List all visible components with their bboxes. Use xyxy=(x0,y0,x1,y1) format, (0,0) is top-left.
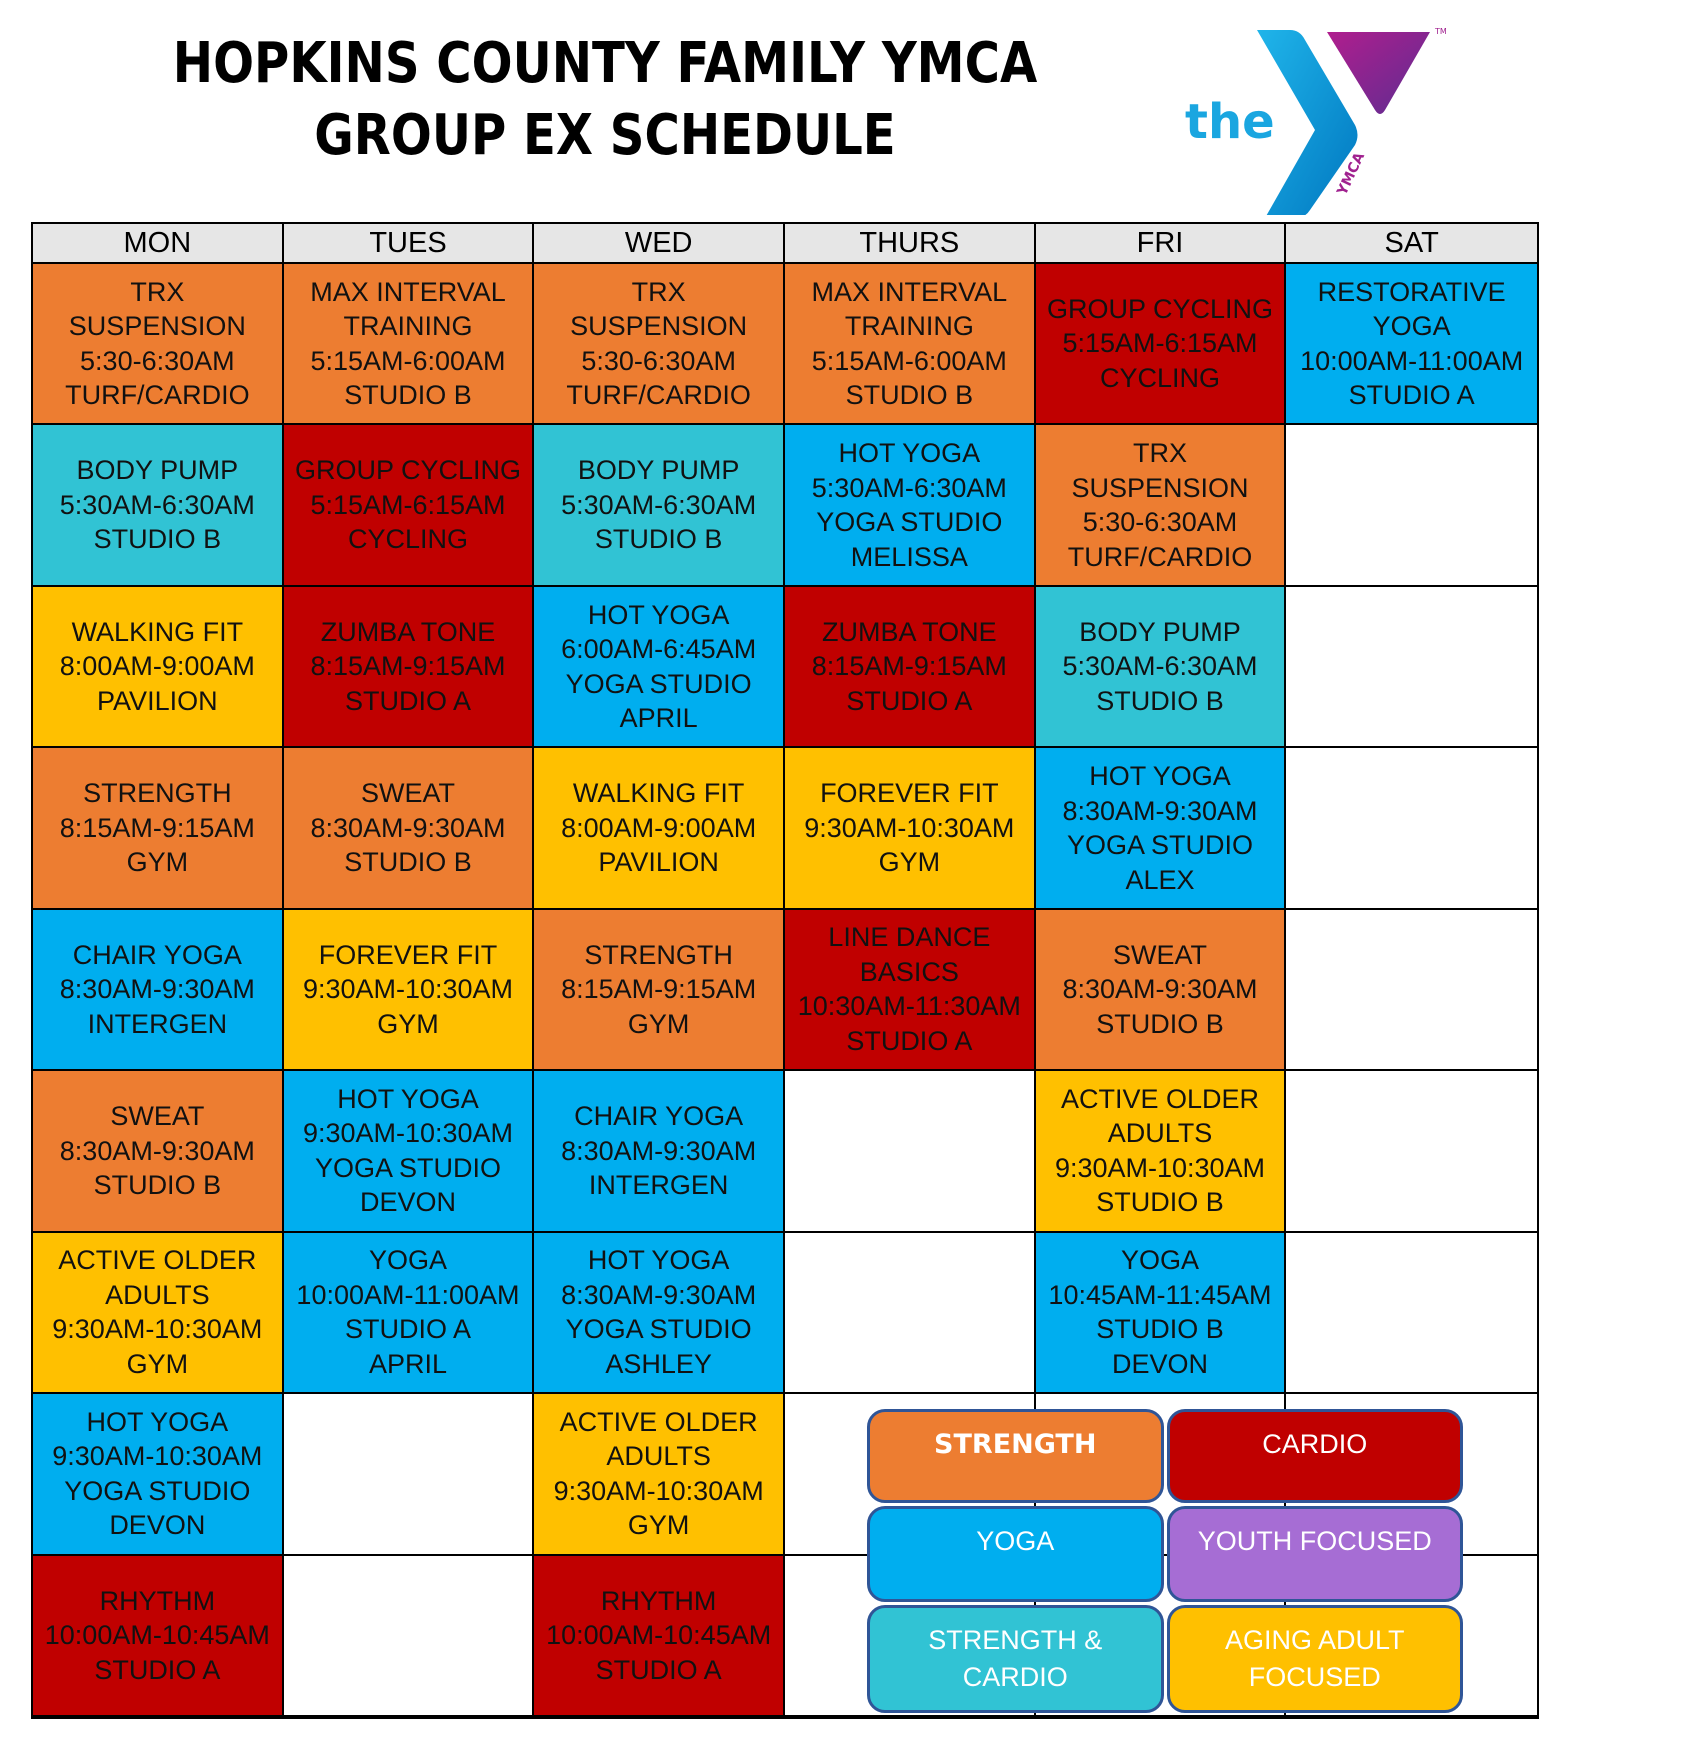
class-line: PAVILION xyxy=(97,685,218,716)
class-line: BODY PUMP xyxy=(577,455,740,486)
class-cell xyxy=(534,748,785,909)
empty-cell xyxy=(284,1394,535,1555)
class-line: 8:30AM-9:30AM xyxy=(561,1135,757,1166)
class-line: 8:30AM-9:30AM xyxy=(561,1279,757,1310)
class-cell xyxy=(33,425,284,586)
class-line: STUDIO B xyxy=(1096,1314,1224,1345)
class-line: MAX INTERVAL xyxy=(310,276,506,307)
class-line: YOGA STUDIO xyxy=(1066,830,1254,861)
class-line: BASICS xyxy=(859,956,959,987)
class-line: 8:00AM-9:00AM xyxy=(561,812,757,843)
class-cell xyxy=(785,425,1036,586)
class-line: 8:30AM-9:30AM xyxy=(59,974,255,1005)
legend-strength-cardio xyxy=(867,1605,1164,1713)
class-line: SUSPENSION xyxy=(68,311,246,342)
legend-label: CARDIO xyxy=(1262,1429,1368,1459)
class-cell xyxy=(33,748,284,909)
class-line: 10:30AM-11:30AM xyxy=(797,991,1021,1022)
class-line: 9:30AM-10:30AM xyxy=(52,1314,263,1345)
class-line: SWEAT xyxy=(360,778,455,809)
class-line: 9:30AM-10:30AM xyxy=(804,812,1015,843)
class-line: ZUMBA TONE xyxy=(320,616,496,647)
class-line: YOGA xyxy=(1120,1245,1199,1276)
class-cell xyxy=(284,1071,535,1232)
class-line: 5:15AM-6:00AM xyxy=(310,345,506,376)
class-line: YOGA xyxy=(368,1245,447,1276)
class-line: GYM xyxy=(126,1348,189,1379)
class-line: SUSPENSION xyxy=(570,311,748,342)
class-line: ADULTS xyxy=(606,1441,711,1472)
ymca-logo xyxy=(1185,20,1465,215)
legend-label: YOGA xyxy=(976,1526,1055,1556)
class-line: 9:30AM-10:30AM xyxy=(302,974,514,1005)
class-line: 5:30-6:30AM xyxy=(581,345,736,376)
empty-cell xyxy=(1286,1233,1537,1394)
class-line: GYM xyxy=(377,1008,439,1039)
class-line: 5:30-6:30AM xyxy=(80,345,235,376)
class-line: GYM xyxy=(627,1510,690,1541)
class-line: 9:30AM-10:30AM xyxy=(52,1441,263,1472)
class-line: 8:30AM-9:30AM xyxy=(59,1135,255,1166)
class-cell xyxy=(534,1556,785,1717)
class-line: STUDIO A xyxy=(344,685,471,716)
class-line: 5:15AM-6:15AM xyxy=(1062,328,1258,359)
class-line: 9:30AM-10:30AM xyxy=(1054,1152,1266,1183)
class-line: RESTORATIVE xyxy=(1317,276,1506,307)
class-line: STUDIO B xyxy=(344,380,472,411)
class-line: STUDIO A xyxy=(1348,380,1475,411)
class-line: APRIL xyxy=(619,703,698,734)
empty-cell xyxy=(1286,748,1537,909)
class-line: 8:15AM-9:15AM xyxy=(811,651,1007,682)
class-line: ACTIVE OLDER xyxy=(58,1245,257,1276)
class-line: CHAIR YOGA xyxy=(72,939,242,970)
class-cell xyxy=(33,1394,284,1555)
class-line: LINE DANCE xyxy=(828,922,991,953)
class-line: 5:15AM-6:00AM xyxy=(811,345,1007,376)
class-cell xyxy=(284,910,535,1071)
class-line: 10:00AM-11:00AM xyxy=(296,1279,520,1310)
class-line: 8:30AM-9:30AM xyxy=(1062,974,1258,1005)
empty-cell xyxy=(1286,587,1537,748)
day-header-tues: TUES xyxy=(284,224,535,264)
class-line: HOT YOGA xyxy=(587,599,730,630)
svg-text:YMCA: YMCA xyxy=(1334,150,1369,198)
class-cell xyxy=(1036,264,1287,425)
day-header-wed: WED xyxy=(534,224,785,264)
class-line: GYM xyxy=(126,847,189,878)
class-line: HOT YOGA xyxy=(86,1406,229,1437)
empty-cell xyxy=(1286,910,1537,1071)
class-cell xyxy=(1036,587,1287,748)
class-line: CYCLING xyxy=(347,524,468,555)
class-line: STUDIO A xyxy=(846,1025,973,1056)
class-line: 5:30AM-6:30AM xyxy=(1062,651,1258,682)
legend-strength xyxy=(867,1409,1164,1503)
class-cell xyxy=(785,910,1036,1071)
class-line: PAVILION xyxy=(598,847,719,878)
class-line: 5:30AM-6:30AM xyxy=(561,489,757,520)
class-line: STUDIO A xyxy=(344,1314,471,1345)
class-line: 10:00AM-10:45AM xyxy=(44,1620,270,1651)
day-header-sat: SAT xyxy=(1286,224,1537,264)
class-line: YOGA xyxy=(1372,311,1451,342)
class-line: 8:15AM-9:15AM xyxy=(561,974,757,1005)
class-line: 9:30AM-10:30AM xyxy=(553,1475,764,1506)
class-cell xyxy=(33,587,284,748)
class-line: SWEAT xyxy=(110,1101,205,1132)
class-cell xyxy=(534,1233,785,1394)
class-line: STRENGTH xyxy=(584,939,733,970)
class-line: 9:30AM-10:30AM xyxy=(302,1118,514,1149)
class-line: 5:30AM-6:30AM xyxy=(811,472,1007,503)
class-line: WALKING FIT xyxy=(71,616,244,647)
class-line: STUDIO B xyxy=(1096,1187,1224,1218)
class-line: RHYTHM xyxy=(99,1585,216,1616)
day-header-fri: FRI xyxy=(1036,224,1287,264)
class-line: 5:30-6:30AM xyxy=(1082,507,1238,538)
class-cell xyxy=(1036,1071,1287,1232)
class-cell xyxy=(534,910,785,1071)
class-cell xyxy=(1036,1233,1287,1394)
empty-cell xyxy=(1286,1071,1537,1232)
class-line: TURF/CARDIO xyxy=(566,380,751,411)
class-line: TRX xyxy=(130,276,185,307)
class-cell xyxy=(534,587,785,748)
class-line: ACTIVE OLDER xyxy=(1060,1083,1260,1114)
legend-label: STRENGTH & CARDIO xyxy=(928,1625,1103,1692)
class-line: TURF/CARDIO xyxy=(1067,541,1253,572)
class-cell xyxy=(33,910,284,1071)
category-legend xyxy=(867,1409,1463,1717)
class-cell xyxy=(284,587,535,748)
class-line: FOREVER FIT xyxy=(820,778,999,809)
class-line: SUSPENSION xyxy=(1071,472,1249,503)
class-cell xyxy=(534,1071,785,1232)
class-line: RHYTHM xyxy=(600,1585,717,1616)
class-cell xyxy=(534,1394,785,1555)
class-line: 8:30AM-9:30AM xyxy=(310,812,506,843)
class-line: HOT YOGA xyxy=(337,1083,479,1114)
class-cell xyxy=(1036,425,1287,586)
class-line: 8:30AM-9:30AM xyxy=(1062,795,1258,826)
class-line: DEVON xyxy=(109,1510,206,1541)
class-line: YOGA STUDIO xyxy=(64,1475,251,1506)
class-line: HOT YOGA xyxy=(838,438,981,469)
class-line: STRENGTH xyxy=(83,778,232,809)
class-line: YOGA STUDIO xyxy=(565,1314,752,1345)
class-line: STUDIO B xyxy=(1096,1008,1224,1039)
class-line: STUDIO B xyxy=(845,380,974,411)
class-line: MELISSA xyxy=(850,541,968,572)
class-cell xyxy=(33,264,284,425)
class-line: 5:30AM-6:30AM xyxy=(59,489,255,520)
class-line: CHAIR YOGA xyxy=(574,1101,744,1132)
class-line: ALEX xyxy=(1125,864,1195,895)
class-line: STUDIO B xyxy=(93,524,222,555)
class-line: MAX INTERVAL xyxy=(811,276,1008,307)
class-line: ADULTS xyxy=(1107,1118,1213,1149)
class-cell xyxy=(1036,748,1287,909)
day-header-mon: MON xyxy=(33,224,284,264)
class-cell xyxy=(284,264,535,425)
legend-cardio xyxy=(1167,1409,1464,1503)
class-line: BODY PUMP xyxy=(1079,616,1241,647)
empty-cell xyxy=(284,1556,535,1717)
class-line: HOT YOGA xyxy=(1089,761,1231,792)
page-title xyxy=(162,28,1048,172)
class-cell xyxy=(284,748,535,909)
class-line: ZUMBA TONE xyxy=(822,616,997,647)
class-line: TURF/CARDIO xyxy=(65,380,250,411)
empty-cell xyxy=(785,1071,1036,1232)
legend-label: AGING ADULT FOCUSED xyxy=(1224,1625,1405,1692)
class-line: GROUP CYCLING xyxy=(294,455,522,486)
class-line: STUDIO A xyxy=(595,1654,722,1685)
class-line: ADULTS xyxy=(105,1279,210,1310)
class-line: 8:00AM-9:00AM xyxy=(59,651,255,682)
class-line: STUDIO B xyxy=(594,524,723,555)
class-cell xyxy=(534,425,785,586)
class-line: 10:45AM-11:45AM xyxy=(1048,1279,1272,1310)
class-line: SWEAT xyxy=(1112,939,1207,970)
class-line: 6:00AM-6:45AM xyxy=(561,634,757,665)
class-line: CYCLING xyxy=(1099,362,1220,393)
class-cell xyxy=(33,1556,284,1717)
class-line: APRIL xyxy=(368,1348,448,1379)
class-line: ASHLEY xyxy=(605,1348,712,1379)
class-line: YOGA STUDIO xyxy=(565,668,752,699)
class-line: STUDIO A xyxy=(846,685,973,716)
legend-label: STRENGTH xyxy=(934,1429,1097,1460)
class-cell xyxy=(1036,910,1287,1071)
legend-label: YOUTH FOCUSED xyxy=(1197,1526,1432,1556)
class-line: FOREVER FIT xyxy=(318,939,498,970)
empty-cell xyxy=(1286,425,1537,586)
class-line: TRAINING xyxy=(343,311,473,342)
class-line: STUDIO B xyxy=(1096,685,1224,716)
title-line-1: HOPKINS COUNTY FAMILY YMCA xyxy=(172,31,1038,96)
class-cell xyxy=(785,587,1036,748)
class-line: DEVON xyxy=(359,1187,456,1218)
class-line: GYM xyxy=(627,1008,690,1039)
class-cell xyxy=(1286,264,1537,425)
class-cell xyxy=(33,1071,284,1232)
empty-cell xyxy=(785,1233,1036,1394)
class-line: TRX xyxy=(1132,438,1187,469)
class-line: ACTIVE OLDER xyxy=(559,1406,758,1437)
class-cell xyxy=(284,1233,535,1394)
class-line: 10:00AM-11:00AM xyxy=(1300,345,1524,376)
class-line: STUDIO B xyxy=(344,847,472,878)
class-line: 10:00AM-10:45AM xyxy=(546,1620,772,1651)
class-line: STUDIO A xyxy=(94,1654,221,1685)
class-line: 8:15AM-9:15AM xyxy=(310,651,506,682)
svg-text:the: the xyxy=(1185,94,1275,150)
class-cell xyxy=(33,1233,284,1394)
class-cell xyxy=(284,425,535,586)
class-line: DEVON xyxy=(1111,1348,1208,1379)
class-line: TRAINING xyxy=(844,311,974,342)
class-line: GYM xyxy=(878,847,941,878)
class-line: BODY PUMP xyxy=(76,455,239,486)
legend-yoga xyxy=(867,1506,1164,1602)
class-line: 8:15AM-9:15AM xyxy=(59,812,255,843)
class-line: STUDIO B xyxy=(93,1170,222,1201)
class-line: TRX xyxy=(631,276,686,307)
class-line: INTERGEN xyxy=(588,1170,729,1201)
class-line: INTERGEN xyxy=(87,1008,228,1039)
class-cell xyxy=(785,264,1036,425)
title-line-2: GROUP EX SCHEDULE xyxy=(314,103,896,168)
svg-text:TM: TM xyxy=(1435,27,1447,36)
class-line: HOT YOGA xyxy=(587,1245,730,1276)
class-cell xyxy=(785,748,1036,909)
legend-aging xyxy=(1167,1605,1464,1713)
class-line: YOGA STUDIO xyxy=(314,1152,502,1183)
day-header-thurs: THURS xyxy=(785,224,1036,264)
class-line: GROUP CYCLING xyxy=(1046,293,1274,324)
class-line: YOGA STUDIO xyxy=(816,507,1003,538)
class-line: WALKING FIT xyxy=(572,778,745,809)
legend-youth xyxy=(1167,1506,1464,1602)
class-cell xyxy=(534,264,785,425)
class-line: 5:15AM-6:15AM xyxy=(310,489,506,520)
